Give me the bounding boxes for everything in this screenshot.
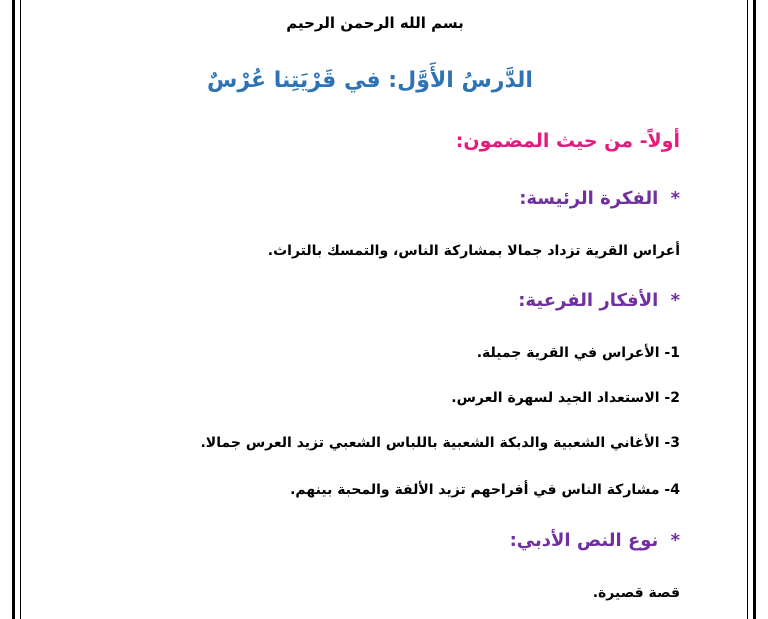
literary-type-heading-text: نوع النص الأدبي: (509, 530, 659, 551)
literary-type-heading (30, 530, 680, 551)
main-idea-text: أعراس القرية تزداد جمالا بمشاركة الناس، والتمسك بالتراث. (267, 243, 680, 259)
section-heading: أولاً- من حيث المضمون: (455, 130, 680, 152)
lesson-title: الدَّرسُ الأَوَّل: في قَرْيَتِنا عُرْسٌ (207, 68, 533, 93)
sub-idea-item-1: 1- الأعراس في القرية جميلة. (476, 345, 680, 361)
sub-ideas-heading (30, 290, 680, 311)
document-page (30, 0, 680, 619)
sub-idea-item-4: 4- مشاركة الناس في أفراحهم تزيد الألفة والمحبة بينهم. (290, 482, 680, 498)
basmala: بسم الله الرحمن الرحيم (286, 14, 464, 32)
sub-ideas-heading-text: الأفكار الفرعية: (518, 290, 659, 311)
sub-idea-item-2: 2- الاستعداد الجيد لسهرة العرس. (451, 390, 680, 406)
bullet: * (670, 188, 680, 209)
main-idea-heading-text: الفكرة الرئيسة: (519, 188, 659, 209)
sub-idea-item-3: 3- الأغاني الشعبية والدبكة الشعبية باللباس الشعبي تزيد العرس جمالا. (200, 435, 680, 451)
bullet: * (670, 290, 680, 311)
literary-type-text: قصة قصيرة. (592, 585, 680, 601)
main-idea-heading (30, 188, 680, 209)
bullet: * (670, 530, 680, 551)
